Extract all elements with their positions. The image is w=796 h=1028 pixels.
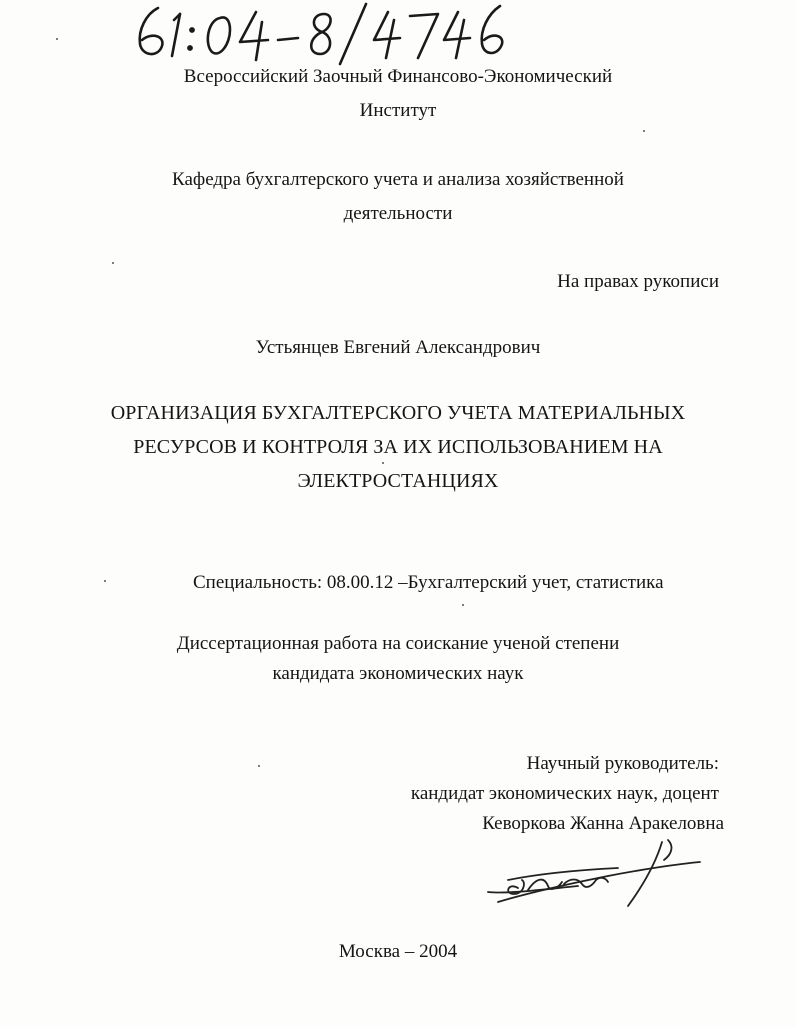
degree-line-1: Диссертационная работа на соискание ученой степени: [176, 633, 620, 654]
city-year: Москва – 2004: [338, 941, 458, 962]
supervisor-heading: Научный руководитель:: [526, 753, 719, 774]
scan-speck: [382, 462, 384, 464]
scan-speck: [112, 262, 114, 264]
author-name: Устьянцев Евгений Александрович: [255, 337, 541, 358]
institute-line-2: Институт: [359, 100, 437, 121]
scan-speck: [56, 38, 58, 40]
supervisor-name: Кеворкова Жанна Аракеловна: [482, 813, 724, 834]
department-line-2: деятельности: [343, 203, 453, 224]
scan-speck: [104, 580, 106, 582]
specialty: Специальность: 08.00.12 –Бухгалтерский учет, статистика: [193, 572, 664, 593]
institute-line-1: Всероссийский Заочный Финансово-Экономический: [183, 66, 613, 87]
degree-line-2: кандидата экономических наук: [272, 663, 524, 684]
signature-drawing: [478, 832, 708, 917]
department-line-1: Кафедра бухгалтерского учета и анализа хозяйственной: [172, 169, 624, 190]
supervisor-degree: кандидат экономических наук, доцент: [410, 783, 719, 804]
scan-speck: [462, 604, 464, 606]
title-line-3: ЭЛЕКТРОСТАНЦИЯХ: [297, 470, 499, 492]
supervisor-signature: [478, 832, 708, 922]
manuscript-note: На правах рукописи: [557, 271, 719, 292]
title-line-1: ОРГАНИЗАЦИЯ БУХГАЛТЕРСКОГО УЧЕТА МАТЕРИАЛЬНЫХ: [110, 402, 686, 424]
scan-speck: [643, 130, 645, 132]
scan-speck: [258, 765, 260, 767]
title-line-2: РЕСУРСОВ И КОНТРОЛЯ ЗА ИХ ИСПОЛЬЗОВАНИЕМ НА: [133, 436, 663, 458]
